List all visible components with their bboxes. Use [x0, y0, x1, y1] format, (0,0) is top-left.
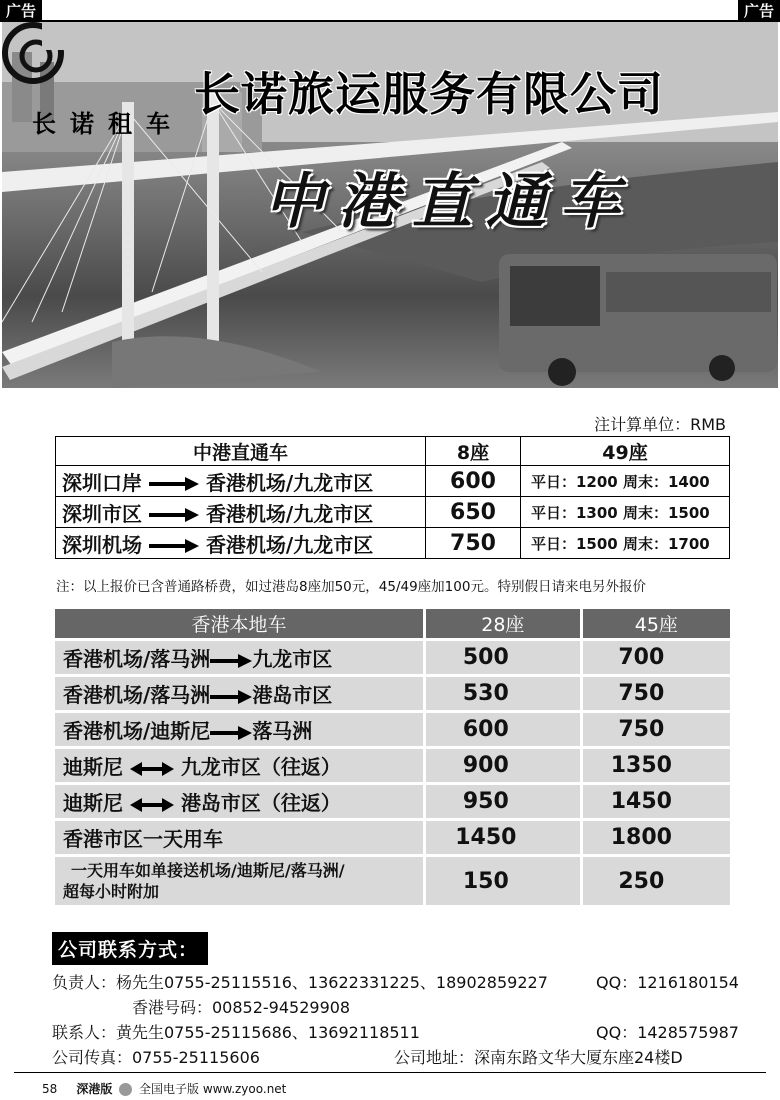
contact-title: 公司联系方式： — [52, 932, 208, 965]
route-from: 迪斯尼 — [63, 755, 123, 779]
route-from: 香港市区一天用车 — [63, 827, 223, 851]
table-row — [55, 641, 730, 674]
price-28-seat: 1450 — [423, 821, 580, 854]
table-row-extra — [55, 857, 730, 905]
publication-badge-icon — [119, 1083, 132, 1096]
route-to: 九龙市区（往返） — [180, 755, 341, 779]
price-28-seat: 900 — [423, 749, 580, 782]
arrow-right-icon — [210, 726, 252, 740]
header-route: 中港直通车 — [56, 437, 426, 466]
route-to: 落马洲 — [252, 719, 313, 743]
price-8-seat: 650 — [426, 497, 521, 528]
route-from: 香港机场/落马洲 — [63, 683, 211, 707]
extra-hour-cell — [55, 857, 423, 905]
table-row — [55, 749, 730, 782]
table-header-row — [55, 609, 730, 638]
extra-line-1: 一天用车如单接送机场/迪斯尼/落马洲/ — [71, 861, 345, 880]
arrow-right-icon — [210, 690, 252, 704]
table-row — [56, 497, 730, 528]
page-number: 58 — [42, 1082, 58, 1096]
price-45-seat: 250 — [580, 857, 730, 905]
site-label: 全国电子版 www.zyoo.net — [139, 1082, 287, 1096]
price-45-seat: 700 — [580, 641, 730, 674]
logo-text: 长诺租车 — [32, 109, 184, 138]
arrow-right-icon — [149, 477, 199, 491]
price-49-seat: 平日：1300 周末：1500 — [521, 497, 730, 528]
price-45-seat: 1800 — [580, 821, 730, 854]
route-cell — [55, 749, 423, 782]
header-28-seat: 28座 — [423, 609, 580, 638]
contact-liaison-qq: QQ：1428575987 — [596, 1023, 739, 1042]
hero-banner — [2, 22, 778, 388]
header-45-seat: 45座 — [580, 609, 730, 638]
double-arrow-icon — [130, 762, 174, 776]
route-to: 香港机场/九龙市区 — [205, 470, 374, 495]
slogan: 中港直通车 — [264, 167, 634, 237]
table-row — [56, 528, 730, 559]
route-to: 港岛市区 — [252, 683, 333, 707]
route-from: 香港机场/落马洲 — [63, 647, 211, 671]
table-row — [55, 785, 730, 818]
price-28-seat: 150 — [423, 857, 580, 905]
arrow-right-icon — [210, 654, 252, 668]
route-from: 迪斯尼 — [63, 791, 123, 815]
price-28-seat: 950 — [423, 785, 580, 818]
edition-label: 深港版 — [76, 1082, 113, 1096]
header-49-seat: 49座 — [521, 437, 730, 466]
arrow-right-icon — [149, 508, 199, 522]
company-logo-icon — [2, 22, 64, 84]
route-from: 深圳机场 — [62, 532, 142, 557]
unit-note: 注计算单位：RMB — [594, 415, 726, 434]
contact-hk-number: 香港号码：00852-94529908 — [132, 998, 351, 1017]
price-45-seat: 1450 — [580, 785, 730, 818]
surcharge-note: 注：以上报价已含普通路桥费，如过港岛8座加50元，45/49座加100元。特别假日请来电另外报价 — [56, 579, 646, 595]
double-arrow-icon — [130, 798, 174, 812]
route-to: 港岛市区（往返） — [180, 791, 341, 815]
route-cell — [55, 785, 423, 818]
table-row — [55, 677, 730, 710]
route-to: 九龙市区 — [252, 647, 333, 671]
route-cell — [55, 821, 423, 854]
contact-manager-qq: QQ：1216180154 — [596, 973, 739, 992]
price-8-seat: 750 — [426, 528, 521, 559]
arrow-right-icon — [149, 539, 199, 553]
contact-manager: 负责人：杨先生0755-25115516、13622331225、18902859227 — [52, 973, 548, 992]
route-from: 香港机场/迪斯尼 — [63, 719, 211, 743]
price-28-seat: 600 — [423, 713, 580, 746]
ad-corner-label-left: 广告 — [0, 0, 42, 22]
table-row — [55, 821, 730, 854]
header-local-route: 香港本地车 — [55, 609, 423, 638]
route-from: 深圳口岸 — [62, 470, 142, 495]
page-footer — [42, 1080, 286, 1097]
ad-corner-label-right: 广告 — [738, 0, 780, 22]
contact-liaison: 联系人：黄先生0755-25115686、13692118511 — [52, 1023, 420, 1042]
cross-border-price-table — [55, 436, 730, 559]
route-cell — [56, 497, 426, 528]
route-cell — [55, 713, 423, 746]
table-row — [55, 713, 730, 746]
local-hk-price-table — [55, 606, 730, 908]
price-45-seat: 750 — [580, 713, 730, 746]
price-49-seat: 平日：1500 周末：1700 — [521, 528, 730, 559]
price-28-seat: 500 — [423, 641, 580, 674]
route-to: 香港机场/九龙市区 — [205, 532, 374, 557]
route-from: 深圳市区 — [62, 501, 142, 526]
price-49-seat: 平日：1200 周末：1400 — [521, 466, 730, 497]
table-row — [56, 466, 730, 497]
route-cell — [55, 677, 423, 710]
price-8-seat: 600 — [426, 466, 521, 497]
price-28-seat: 530 — [423, 677, 580, 710]
price-45-seat: 750 — [580, 677, 730, 710]
extra-line-2: 超每小时附加 — [63, 882, 160, 901]
route-cell — [56, 528, 426, 559]
contact-fax: 公司传真：0755-25115606 — [52, 1048, 260, 1067]
route-cell — [56, 466, 426, 497]
price-45-seat: 1350 — [580, 749, 730, 782]
route-cell — [55, 641, 423, 674]
bottom-rule — [14, 1072, 766, 1073]
header-8-seat: 8座 — [426, 437, 521, 466]
company-name: 长诺旅运服务有限公司 — [194, 67, 664, 121]
route-to: 香港机场/九龙市区 — [205, 501, 374, 526]
table-header-row — [56, 437, 730, 466]
contact-address: 公司地址：深南东路文华大厦东座24楼D — [394, 1048, 683, 1067]
